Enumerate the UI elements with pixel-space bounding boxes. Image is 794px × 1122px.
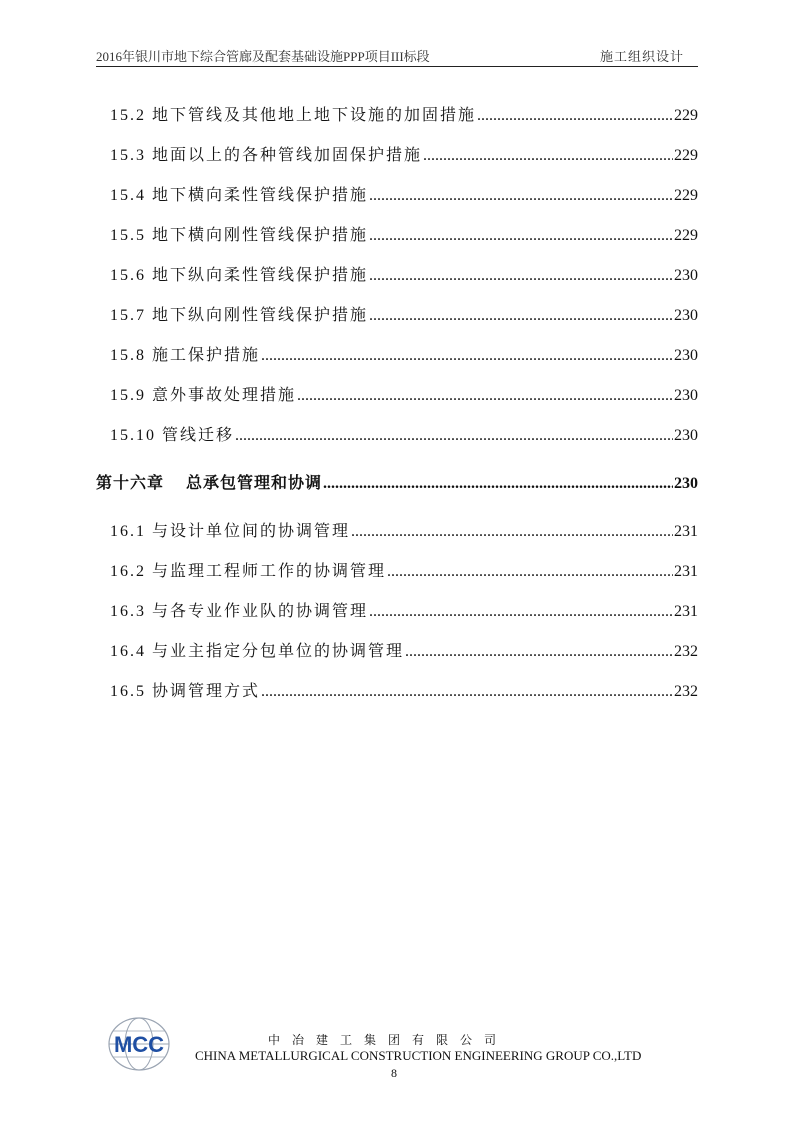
toc-entry-number: 15.8 bbox=[110, 347, 146, 364]
toc-entry-title: 地下纵向柔性管线保护措施 bbox=[152, 267, 369, 284]
toc-entry-title: 地下横向刚性管线保护措施 bbox=[152, 227, 369, 244]
toc-entry-title: 地下横向柔性管线保护措施 bbox=[152, 187, 369, 204]
toc-entry-number: 15.4 bbox=[110, 187, 146, 204]
toc-entry-number: 15.2 bbox=[110, 107, 146, 124]
toc-entry-page: 230 bbox=[674, 347, 698, 364]
toc-leader-dots bbox=[351, 523, 673, 541]
toc-entry-label bbox=[110, 342, 260, 365]
toc-entry-page: 229 bbox=[674, 147, 698, 164]
toc-entry-label bbox=[110, 638, 404, 661]
svg-text:MCC: MCC bbox=[113, 1032, 165, 1057]
toc-entry-title: 与各专业作业队的协调管理 bbox=[152, 603, 369, 620]
toc-entry-label bbox=[110, 222, 368, 245]
toc-entry[interactable] bbox=[110, 222, 698, 245]
toc-entry-page: 230 bbox=[674, 387, 698, 404]
toc-leader-dots bbox=[369, 267, 673, 285]
toc-entry[interactable] bbox=[110, 638, 698, 661]
toc-chapter-entry[interactable] bbox=[96, 470, 698, 493]
toc-entry-page: 230 bbox=[674, 475, 698, 492]
toc-leader-dots bbox=[405, 643, 673, 661]
company-name-en: CHINA METALLURGICAL CONSTRUCTION ENGINEERING GROUP CO.,LTD bbox=[195, 1048, 642, 1063]
toc-entry-page: 230 bbox=[674, 307, 698, 324]
toc-entry-number: 15.7 bbox=[110, 307, 146, 324]
toc-entry-label bbox=[110, 422, 234, 445]
toc-entry-number: 16.4 bbox=[110, 643, 146, 660]
toc-entry-title: 地面以上的各种管线加固保护措施 bbox=[152, 147, 423, 164]
toc-entry-page: 230 bbox=[674, 427, 698, 444]
toc-leader-dots bbox=[261, 683, 673, 701]
toc-entry[interactable] bbox=[110, 102, 698, 125]
toc-leader-dots bbox=[297, 387, 673, 405]
toc-entry[interactable] bbox=[110, 302, 698, 325]
toc-leader-dots bbox=[369, 227, 673, 245]
toc-entry-page: 229 bbox=[674, 107, 698, 124]
toc-entry-page: 229 bbox=[674, 187, 698, 204]
toc-entry-number: 16.5 bbox=[110, 683, 146, 700]
toc-entry-label bbox=[110, 558, 386, 581]
toc-entry-number: 16.1 bbox=[110, 523, 146, 540]
toc-entry[interactable] bbox=[110, 518, 698, 541]
toc-entry-number: 15.6 bbox=[110, 267, 146, 284]
toc-entry-label bbox=[110, 102, 476, 125]
toc-entry[interactable] bbox=[110, 598, 698, 621]
toc-entry-label bbox=[96, 470, 322, 493]
toc-leader-dots bbox=[477, 107, 673, 125]
toc-entry[interactable] bbox=[110, 678, 698, 701]
toc-entry-label bbox=[110, 382, 296, 405]
toc-entry-page: 231 bbox=[674, 523, 698, 540]
toc-entry-page: 232 bbox=[674, 683, 698, 700]
toc-entry-page: 230 bbox=[674, 267, 698, 284]
toc-entry-number: 15.5 bbox=[110, 227, 146, 244]
toc-entry-title: 地下管线及其他地上地下设施的加固措施 bbox=[152, 107, 477, 124]
document-title: 2016年银川市地下综合管廊及配套基础设施PPP项目III标段 bbox=[96, 49, 430, 64]
toc-entry-title: 协调管理方式 bbox=[152, 683, 261, 700]
toc-leader-dots bbox=[369, 307, 673, 325]
toc-entry-label bbox=[110, 262, 368, 285]
toc-entry[interactable] bbox=[110, 342, 698, 365]
toc-leader-dots bbox=[235, 427, 673, 445]
toc-leader-dots bbox=[369, 187, 673, 205]
toc-entry[interactable] bbox=[110, 182, 698, 205]
toc-entry-title: 施工保护措施 bbox=[152, 347, 261, 364]
document-section: 施工组织设计 bbox=[599, 49, 684, 64]
toc-entry-label bbox=[110, 182, 368, 205]
toc-leader-dots bbox=[323, 475, 673, 493]
toc-entry-label bbox=[110, 678, 260, 701]
toc-entry-number: 15.9 bbox=[110, 387, 146, 404]
toc-entry-page: 232 bbox=[674, 643, 698, 660]
mcc-logo bbox=[104, 1016, 174, 1072]
toc-entry-page: 231 bbox=[674, 603, 698, 620]
toc-entry[interactable] bbox=[110, 422, 698, 445]
toc-entry-number: 15.3 bbox=[110, 147, 146, 164]
toc-entry-label bbox=[110, 518, 350, 541]
toc-entry-title: 总承包管理和协调 bbox=[186, 475, 323, 492]
toc-leader-dots bbox=[261, 347, 673, 365]
toc-entry-label bbox=[110, 142, 422, 165]
toc-entry-title: 与设计单位间的协调管理 bbox=[152, 523, 351, 540]
toc-entry[interactable] bbox=[110, 382, 698, 405]
toc-entry-title: 意外事故处理措施 bbox=[152, 387, 297, 404]
toc-entry-title: 管线迁移 bbox=[162, 427, 235, 444]
toc-leader-dots bbox=[387, 563, 673, 581]
page-number: 8 bbox=[391, 1066, 397, 1080]
toc-entry-number: 16.2 bbox=[110, 563, 146, 580]
page-header bbox=[96, 44, 698, 67]
toc-entry[interactable] bbox=[110, 558, 698, 581]
toc-entry[interactable] bbox=[110, 142, 698, 165]
toc-entry-title: 地下纵向刚性管线保护措施 bbox=[152, 307, 369, 324]
toc-entry-label bbox=[110, 598, 368, 621]
toc-entry-title: 与业主指定分包单位的协调管理 bbox=[152, 643, 405, 660]
toc-leader-dots bbox=[423, 147, 673, 165]
toc-entry-page: 229 bbox=[674, 227, 698, 244]
toc-entry-number: 第十六章 bbox=[96, 475, 165, 492]
toc-entry-page: 231 bbox=[674, 563, 698, 580]
toc-leader-dots bbox=[369, 603, 673, 621]
toc-entry-label bbox=[110, 302, 368, 325]
company-name-cn: 中冶建工集团有限公司 bbox=[268, 1033, 509, 1047]
toc-entry-title: 与监理工程师工作的协调管理 bbox=[152, 563, 387, 580]
toc-entry[interactable] bbox=[110, 262, 698, 285]
toc-entry-number: 16.3 bbox=[110, 603, 146, 620]
toc-entry-number: 15.10 bbox=[110, 427, 156, 444]
